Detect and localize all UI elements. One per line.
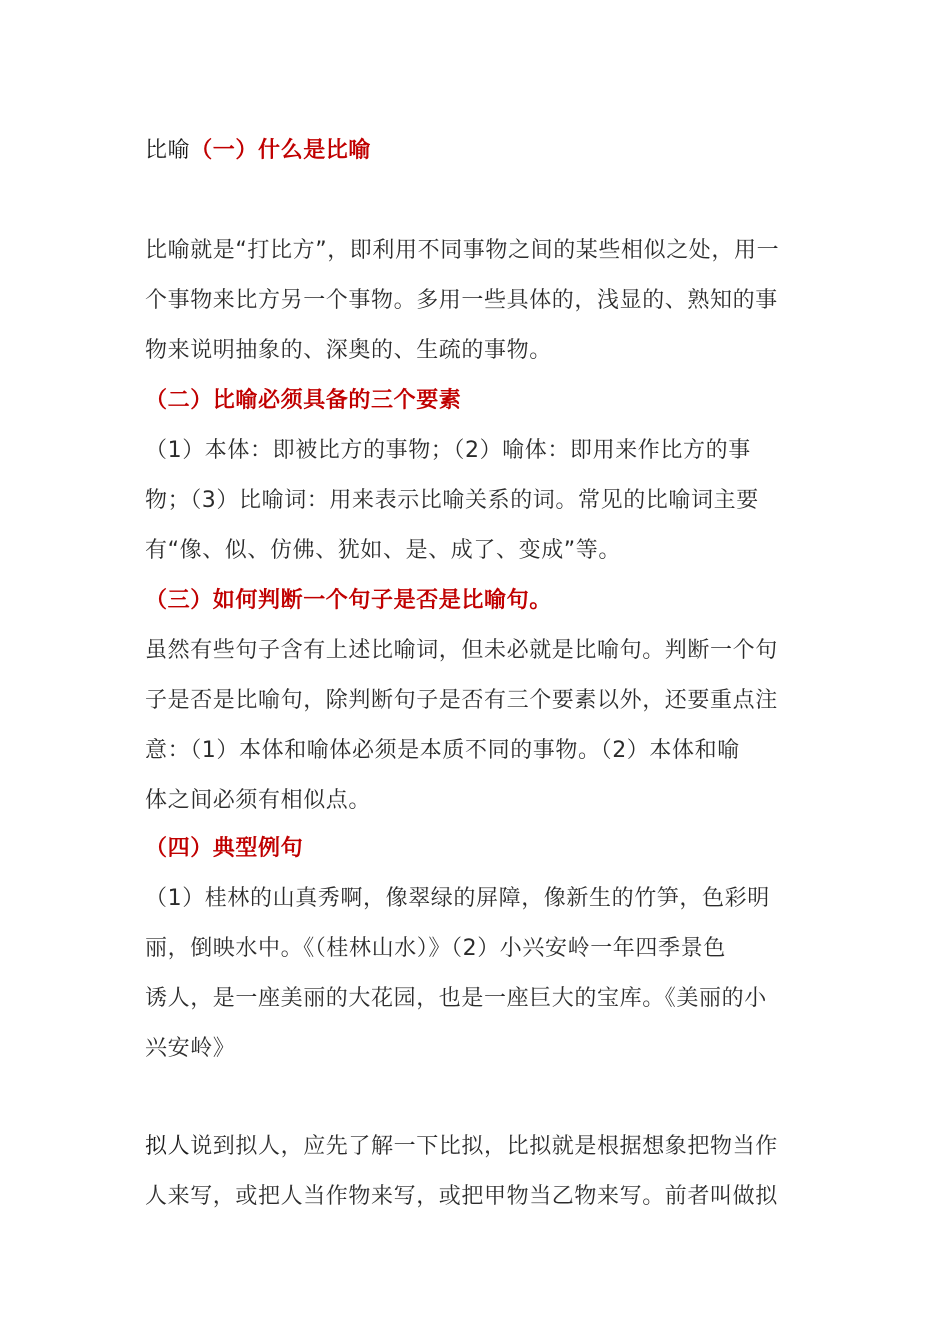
- section-title-personification: 拟人: [145, 1134, 191, 1159]
- paragraph-line: 人来写，或把人当作物来写，或把甲物当乙物来写。前者叫做拟: [145, 1184, 778, 1209]
- paragraph-line: （1）本体：即被比方的事物；（2）喻体：即用来作比方的事: [145, 438, 751, 463]
- section-heading-examples: （四）典型例句: [145, 836, 304, 861]
- paragraph-line: 诱人，是一座美丽的大花园，也是一座巨大的宝库。《美丽的小: [145, 986, 767, 1011]
- paragraph-line: 体之间必须有相似点。: [145, 788, 372, 813]
- paragraph-line: 意：（1）本体和喻体必须是本质不同的事物。（2）本体和喻: [145, 738, 740, 763]
- section-subtitle-red: （一）什么是比喻: [190, 138, 372, 163]
- paragraph-line: 有“像、似、仿佛、犹如、是、成了、变成”等。: [145, 538, 621, 563]
- paragraph-line: 虽然有些句子含有上述比喻词，但未必就是比喻句。判断一个句: [145, 638, 778, 663]
- paragraph-line: 丽，倒映水中。《（桂林山水）》（2）小兴安岭一年四季景色: [145, 936, 726, 961]
- paragraph-text: 说到拟人，应先了解一下比拟，比拟就是根据想象把物当作: [190, 1134, 778, 1159]
- section-personification-first-line: [145, 1132, 778, 1162]
- paragraph-line: 兴安岭》: [145, 1036, 236, 1061]
- paragraph-line: 子是否是比喻句，除判断句子是否有三个要素以外，还要重点注: [145, 688, 778, 713]
- paragraph-line: 个事物来比方另一个事物。多用一些具体的，浅显的、熟知的事: [145, 288, 778, 313]
- section-heading-elements: （二）比喻必须具备的三个要素: [145, 388, 462, 413]
- section-title-metaphor: [145, 136, 371, 166]
- paragraph-line: 物来说明抽象的、深奥的、生疏的事物。: [145, 338, 552, 363]
- paragraph-line: 比喻就是“打比方”，即利用不同事物之间的某些相似之处，用一: [145, 238, 780, 263]
- section-heading-judge: （三）如何判断一个句子是否是比喻句。: [145, 588, 552, 613]
- paragraph-line: （1）桂林的山真秀啊，像翠绿的屏障，像新生的竹笋，色彩明: [145, 886, 770, 911]
- section-title-prefix: 比喻: [145, 138, 191, 163]
- paragraph-line: 物；（3）比喻词：用来表示比喻关系的词。常见的比喻词主要: [145, 488, 759, 513]
